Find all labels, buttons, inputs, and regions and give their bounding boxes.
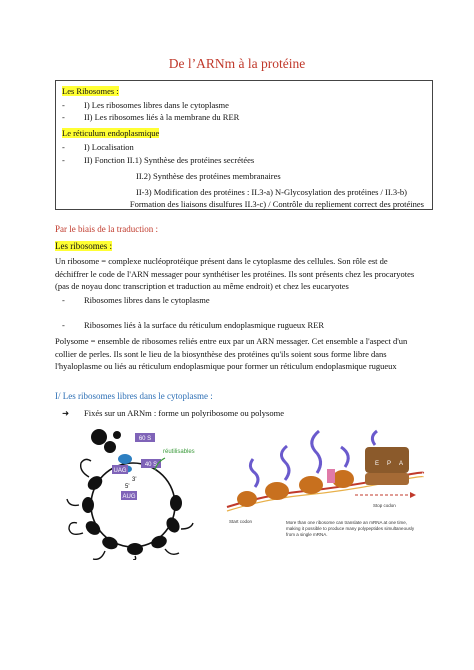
polypeptide-chain <box>181 523 193 529</box>
arrow-right-icon: ➜ <box>62 408 70 418</box>
polypeptide-chain <box>81 459 91 477</box>
ribosome <box>332 470 354 488</box>
ribosome <box>299 476 323 494</box>
summary-reticulum-item: - I) Localisation <box>62 142 134 152</box>
polypeptide-chain <box>165 549 179 554</box>
summary-ribosome-item: - II) Les ribosomes liés à la membrane du RER <box>62 112 240 122</box>
ribosome <box>164 515 182 535</box>
ribosome <box>265 482 289 500</box>
ribosome-bullet: - Ribosomes libres dans le cytoplasme <box>62 295 210 305</box>
summary-reticulum-sub: II-3) Modification des protéines : II.3-a) N-Glycosylation des protéines / II.3-b) <box>136 187 407 197</box>
figure-caption: More than one ribosome can translate an mRNA at one time, making it possible to produce many polypeptides simultaneously from a single mRNA. <box>286 520 415 537</box>
ribosome <box>83 518 103 537</box>
site-a-label: A <box>399 461 404 467</box>
polypeptide-coil <box>250 459 258 487</box>
label-aug: AUG <box>122 494 136 500</box>
label-60s: 60 S <box>138 436 152 442</box>
ribosome <box>237 491 257 507</box>
small-subunit <box>365 473 409 485</box>
stop-codon-label: Stop codon <box>373 503 396 508</box>
summary-ribosome-item: - I) Les ribosomes libres dans le cytoplasme <box>62 100 229 110</box>
ribosome-definition: Un ribosome = complexe nucléoprotéique présent dans le cytoplasme des cellules. Son rôle est de déchiffrer le code de l'ARN messager pour synthétiser les protéines. Ils sont présents chez les procaryotes (pas de noyau donc transcription et traduction au même endroit) et chez les eucaryotes <box>55 256 415 291</box>
label-5prime: 5' <box>125 484 130 490</box>
ribosomes-on-ring <box>82 473 182 555</box>
released-protein <box>91 429 121 453</box>
polypeptide-chain <box>133 556 136 560</box>
mrna-loop <box>91 463 175 547</box>
label-40s: 40 S <box>144 462 158 468</box>
ribosome <box>100 535 119 552</box>
polypeptide-coil <box>312 431 321 473</box>
trna <box>327 469 335 483</box>
protein-blob <box>91 429 107 445</box>
large-ribosome <box>365 447 409 473</box>
protein-blob <box>113 431 121 439</box>
polypeptide-coil <box>341 447 348 467</box>
ribosome <box>127 543 143 555</box>
arrow-head-icon <box>410 492 416 498</box>
summary-reticulum-item: - II) Fonction II.1) Synthèse des protéines secrétées <box>62 155 255 165</box>
label-3prime: 3' <box>132 477 137 483</box>
section-1-heading: I/ Les ribosomes libres dans le cytoplasme : <box>55 391 213 401</box>
section-1-arrow-item: ➜ Fixés sur un ARNm : forme un polyribosome ou polysome <box>62 408 284 418</box>
summary-reticulum-sub: Formation des liaisons disulfures II.3-c) / Contrôle du repliement correct des protéines <box>129 199 424 209</box>
start-codon-label: Start codon <box>229 519 253 524</box>
site-p-label: P <box>387 461 392 467</box>
protein-blob <box>104 441 116 453</box>
ribosome <box>149 534 168 551</box>
polypeptide-chain <box>67 499 79 505</box>
polypeptide-coil <box>281 446 289 480</box>
label-reutilisables: réutilisables <box>163 449 195 455</box>
circular-polysome-figure <box>55 425 225 560</box>
polypeptide-coil <box>372 431 377 445</box>
ribosome-bullet: - Ribosomes liés à la surface du réticulum endoplasmique rugueux RER <box>62 320 325 330</box>
summary-reticulum-sub: II.2) Synthèse des protéines membranaires <box>136 171 281 181</box>
ribosomes-subheading: Les ribosomes : <box>55 241 112 251</box>
linear-polysome-figure <box>225 425 425 535</box>
reticulum-heading: Le réticulum endoplasmique <box>62 128 160 138</box>
page-title: De l’ARNm à la protéine <box>168 56 306 71</box>
polysome-definition: Polysome = ensemble de ribosomes reliés entre eux par un ARN messager. Cet ensemble a l'aspect d'un collier de perles. Ils sont le lieu de la biosynthèse des protéines qu'ils soient sous forme libre dans l'hyaloplasme ou liés au réticulum endoplasmique pour former un réticulum endoplasmique rugueux <box>55 336 408 371</box>
polypeptide-chain <box>93 551 105 559</box>
label-uag: UAG <box>113 468 127 474</box>
ribosome-group <box>237 470 354 507</box>
ribosome <box>170 495 182 511</box>
site-e-label: E <box>375 461 380 467</box>
polypeptide-chain <box>69 523 83 535</box>
free-subunit-60s <box>118 454 132 464</box>
ribosomes-heading: Les Ribosomes : <box>62 86 119 96</box>
ribosome <box>82 497 94 513</box>
translation-heading: Par le biais de la traduction : <box>55 224 158 234</box>
